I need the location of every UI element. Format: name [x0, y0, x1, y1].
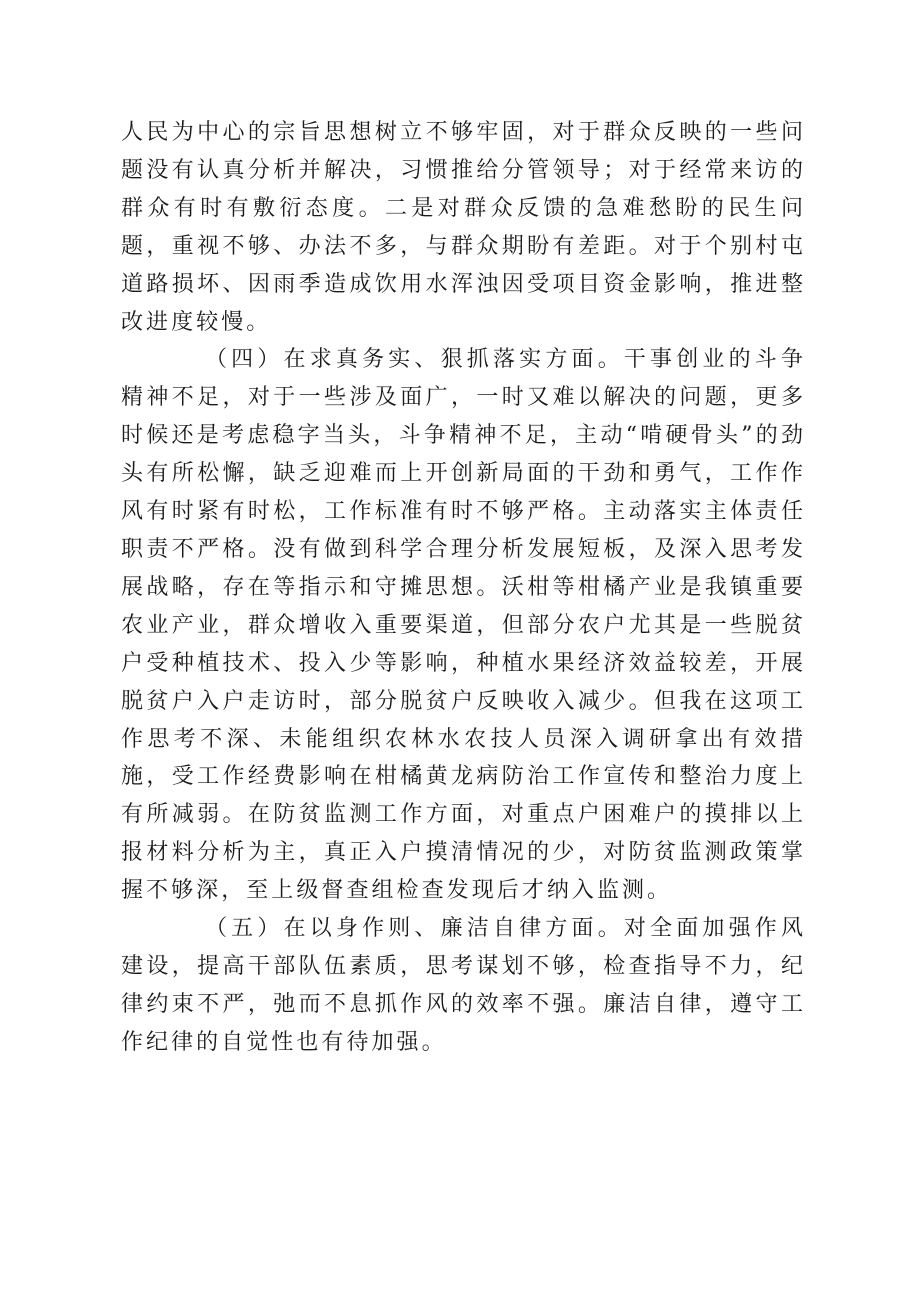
- paragraph-section-five: （五）在以身作则、廉洁自律方面。对全面加强作风建设，提高干部队伍素质，思考谋划不够，检查指导不力，纪律约束不严，弛而不息抓作风的效率不强。廉洁自律，遵守工作纪律的自觉性也有待加强。: [121, 916, 806, 1055]
- paragraph-continued: 人民为中心的宗旨思想树立不够牢固，对于群众反映的一些问题没有认真分析并解决，习惯推给分管领导；对于经常来访的群众有时有敷衍态度。二是对群众反馈的急难愁盼的民生问题，重视不够、办法不多，与群众期盼有差距。对于个别村屯道路损坏、因雨季造成饮用水浑浊因受项目资金影响，推进整改进度较慢。: [121, 120, 806, 335]
- document-body: [121, 114, 806, 1062]
- paragraph-section-four: （四）在求真务实、狠抓落实方面。干事创业的斗争精神不足，对于一些涉及面广，一时又难以解决的问题，更多时候还是考虑稳字当头，斗争精神不足，主动“啃硬骨头”的劲头有所松懈，缺乏迎难而上开创新局面的干劲和勇气，工作作风有时紧有时松，工作标准有时不够严格。主动落实主体责任职责不严格。没有做到科学合理分析发展短板，及深入思考发展战略，存在等指示和守摊思想。沃柑等柑橘产业是我镇重要农业产业，群众增收入重要渠道，但部分农户尤其是一些脱贫户受种植技术、投入少等影响，种植水果经济效益较差，开展脱贫户入户走访时，部分脱贫户反映收入减少。但我在这项工作思考不深、未能组织农林水农技人员深入调研拿出有效措施，受工作经费影响在柑橘黄龙病防治工作宣传和整治力度上有所减弱。在防贫监测工作方面，对重点户困难户的摸排以上报材料分析为主，真正入户摸清情况的少，对防贫监测政策掌握不够深，至上级督查组检查发现后才纳入监测。: [121, 347, 806, 904]
